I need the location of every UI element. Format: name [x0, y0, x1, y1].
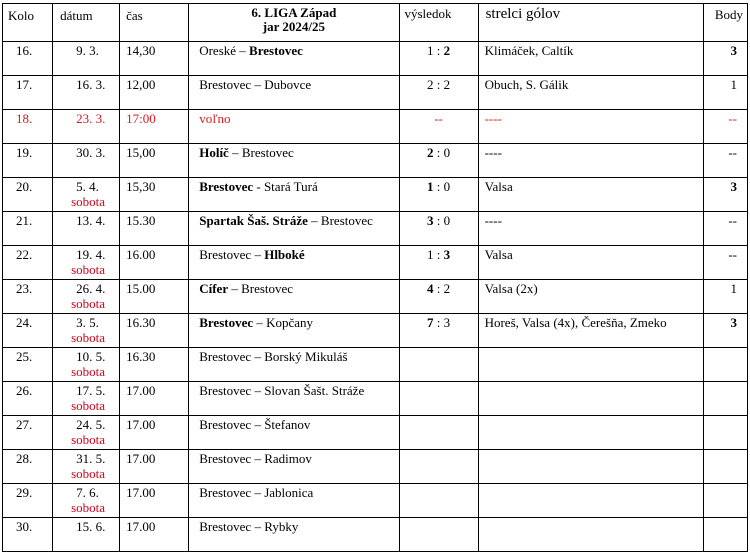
match-teams [189, 382, 399, 416]
round-number: 29. [3, 484, 53, 518]
score-home: 1 [426, 247, 434, 262]
round-number: 30. [3, 518, 53, 552]
match-date [53, 416, 120, 450]
score-away: 3 [443, 315, 451, 330]
score-separator: : [433, 315, 444, 330]
goal-scorers: Horeš, Valsa (4x), Čerešňa, Zmeko [478, 314, 703, 348]
points [703, 450, 747, 484]
score-away: 3 [443, 247, 451, 262]
goal-scorers [478, 484, 703, 518]
score-separator: : [433, 213, 444, 228]
match-teams [189, 280, 399, 314]
teams-part-2: – Brestovec [228, 145, 294, 160]
match-teams [189, 450, 399, 484]
score-separator: : [433, 247, 444, 262]
day-label: sobota [71, 364, 106, 379]
teams-part-1: Brestovec – Dubovce [199, 77, 312, 92]
round-number: 20. [3, 178, 53, 212]
date-text: 17. 5. [76, 383, 106, 398]
score-separator: : [433, 77, 444, 92]
match-time: 16.00 [120, 246, 189, 280]
match-date [53, 144, 120, 178]
points: -- [703, 110, 747, 144]
score-home: 2 [426, 145, 434, 160]
score-separator: : [433, 43, 444, 58]
table-row [3, 382, 748, 416]
match-teams [189, 314, 399, 348]
points: 1 [703, 76, 747, 110]
round-number: 17. [3, 76, 53, 110]
table-row [3, 416, 748, 450]
header-kolo: Kolo [3, 4, 53, 42]
date-text: 9. 3. [76, 43, 99, 58]
match-date [53, 348, 120, 382]
table-row [3, 348, 748, 382]
goal-scorers: Klimáček, Caltík [478, 42, 703, 76]
score-home: -- [434, 111, 443, 126]
goal-scorers: ---- [478, 144, 703, 178]
points [703, 382, 747, 416]
date-text: 26. 4. [76, 281, 106, 296]
match-teams [189, 484, 399, 518]
match-time: 15.30 [120, 212, 189, 246]
goal-scorers [478, 416, 703, 450]
match-date [53, 280, 120, 314]
match-date [53, 76, 120, 110]
points [703, 518, 747, 552]
points [703, 416, 747, 450]
round-number: 25. [3, 348, 53, 382]
date-text: 31. 5. [76, 451, 106, 466]
match-teams [189, 518, 399, 552]
match-result [399, 42, 478, 76]
date-text: 15. 6. [76, 519, 106, 534]
score-away: 2 [443, 77, 451, 92]
points: 3 [703, 42, 747, 76]
match-teams [189, 416, 399, 450]
table-row [3, 110, 748, 144]
teams-part-1: Holíč [199, 145, 229, 160]
table-row [3, 280, 748, 314]
score-away: 2 [443, 281, 451, 296]
score-away: 2 [443, 43, 451, 58]
table-row [3, 518, 748, 552]
score-separator: : [433, 145, 444, 160]
points: 1 [703, 280, 747, 314]
date-text: 7. 6. [76, 485, 99, 500]
score-separator: : [433, 179, 444, 194]
match-time: 16.30 [120, 314, 189, 348]
day-label: sobota [71, 262, 106, 277]
header-strelci: strelci gólov [478, 4, 703, 42]
day-label: sobota [71, 330, 106, 345]
teams-part-1: Brestovec – [199, 247, 265, 262]
match-result [399, 484, 478, 518]
match-result [399, 518, 478, 552]
score-away: 0 [443, 179, 451, 194]
goal-scorers [478, 518, 703, 552]
match-result [399, 110, 478, 144]
match-date [53, 178, 120, 212]
table-row [3, 314, 748, 348]
teams-part-2: - Stará Turá [253, 179, 318, 194]
match-teams [189, 178, 399, 212]
match-date [53, 314, 120, 348]
round-number: 28. [3, 450, 53, 484]
match-result [399, 144, 478, 178]
teams-part-2: Brestovec [249, 43, 303, 58]
match-date [53, 518, 120, 552]
goal-scorers: Valsa (2x) [478, 280, 703, 314]
match-date [53, 382, 120, 416]
match-time: 17.00 [120, 416, 189, 450]
table-row [3, 42, 748, 76]
date-text: 23. 3. [76, 111, 106, 126]
points: -- [703, 144, 747, 178]
table-row [3, 484, 748, 518]
teams-part-1: Brestovec – Rybky [199, 519, 299, 534]
match-date [53, 212, 120, 246]
date-text: 10. 5. [76, 349, 106, 364]
match-teams [189, 348, 399, 382]
points [703, 348, 747, 382]
round-number: 23. [3, 280, 53, 314]
teams-part-1: Spartak Šaš. Stráže [199, 213, 308, 228]
table-row [3, 144, 748, 178]
score-home: 1 [426, 179, 434, 194]
date-text: 16. 3. [76, 77, 106, 92]
table-row [3, 450, 748, 484]
teams-part-2: – Brestovec [307, 213, 373, 228]
match-result [399, 416, 478, 450]
league-title: 6. LIGA Západ [251, 5, 337, 20]
goal-scorers: Valsa [478, 246, 703, 280]
match-result [399, 314, 478, 348]
match-time: 17.00 [120, 484, 189, 518]
goal-scorers [478, 382, 703, 416]
match-result [399, 382, 478, 416]
table-row [3, 178, 748, 212]
teams-part-1: Cífer [199, 281, 229, 296]
round-number: 24. [3, 314, 53, 348]
teams-part-1: Brestovec – Štefanov [199, 417, 311, 432]
round-number: 27. [3, 416, 53, 450]
points: -- [703, 246, 747, 280]
match-result [399, 246, 478, 280]
table-row [3, 212, 748, 246]
teams-part-1: Brestovec – Slovan Šašt. Stráže [199, 383, 365, 398]
day-label: sobota [71, 296, 106, 311]
teams-part-1: Brestovec [199, 179, 254, 194]
match-teams [189, 42, 399, 76]
points: -- [703, 212, 747, 246]
match-result [399, 280, 478, 314]
header-row [3, 4, 748, 42]
table-row [3, 76, 748, 110]
round-number: 22. [3, 246, 53, 280]
round-number: 18. [3, 110, 53, 144]
league-subtitle: jar 2024/25 [262, 19, 325, 34]
match-time: 12,00 [120, 76, 189, 110]
teams-part-2: – Kopčany [253, 315, 314, 330]
match-teams [189, 144, 399, 178]
score-home: 3 [426, 213, 434, 228]
teams-part-1: Brestovec – Jablonica [199, 485, 314, 500]
match-date [53, 450, 120, 484]
match-time: 14,30 [120, 42, 189, 76]
match-time: 15,30 [120, 178, 189, 212]
match-result [399, 178, 478, 212]
date-text: 3. 5. [76, 315, 99, 330]
header-datum: dátum [53, 4, 120, 42]
score-away: 0 [443, 213, 451, 228]
match-result [399, 450, 478, 484]
teams-part-1: Oreské – [199, 43, 250, 58]
day-label: sobota [71, 194, 106, 209]
teams-part-1: Brestovec – Borský Mikuláš [199, 349, 348, 364]
header-vysledok: výsledok [399, 4, 478, 42]
goal-scorers: Obuch, S. Gálik [478, 76, 703, 110]
match-time: 17.00 [120, 382, 189, 416]
table-row [3, 246, 748, 280]
match-result [399, 212, 478, 246]
match-date [53, 484, 120, 518]
score-home: 7 [426, 315, 434, 330]
goal-scorers: Valsa [478, 178, 703, 212]
match-date [53, 246, 120, 280]
match-time: 15.00 [120, 280, 189, 314]
header-league [189, 4, 399, 42]
match-teams [189, 246, 399, 280]
points: 3 [703, 178, 747, 212]
goal-scorers [478, 348, 703, 382]
round-number: 16. [3, 42, 53, 76]
teams-part-2: – Brestovec [228, 281, 294, 296]
round-number: 26. [3, 382, 53, 416]
date-text: 5. 4. [76, 179, 99, 194]
teams-part-1: voľno [199, 111, 231, 126]
round-number: 19. [3, 144, 53, 178]
header-body: Body [703, 4, 747, 42]
day-label: sobota [71, 398, 106, 413]
date-text: 30. 3. [76, 145, 106, 160]
match-result [399, 348, 478, 382]
day-label: sobota [71, 432, 106, 447]
schedule-table [2, 3, 748, 552]
match-time: 17.00 [120, 518, 189, 552]
match-date [53, 110, 120, 144]
score-home: 4 [426, 281, 434, 296]
day-label: sobota [71, 500, 106, 515]
score-home: 2 [426, 77, 434, 92]
teams-part-2: Hlboké [264, 247, 305, 262]
match-date [53, 42, 120, 76]
score-separator: : [433, 281, 444, 296]
points: 3 [703, 314, 747, 348]
day-label: sobota [71, 466, 106, 481]
score-away: 0 [443, 145, 451, 160]
teams-part-1: Brestovec – Radimov [199, 451, 312, 466]
points [703, 484, 747, 518]
goal-scorers: ---- [478, 212, 703, 246]
round-number: 21. [3, 212, 53, 246]
match-teams [189, 110, 399, 144]
goal-scorers [478, 450, 703, 484]
date-text: 13. 4. [76, 213, 106, 228]
match-teams [189, 76, 399, 110]
date-text: 19. 4. [76, 247, 106, 262]
score-home: 1 [426, 43, 434, 58]
header-cas: čas [120, 4, 189, 42]
match-result [399, 76, 478, 110]
teams-part-1: Brestovec [199, 315, 254, 330]
match-time: 17.00 [120, 450, 189, 484]
match-time: 15,00 [120, 144, 189, 178]
match-teams [189, 212, 399, 246]
date-text: 24. 5. [76, 417, 106, 432]
match-time: 16.30 [120, 348, 189, 382]
goal-scorers: ---- [478, 110, 703, 144]
match-time: 17:00 [120, 110, 189, 144]
